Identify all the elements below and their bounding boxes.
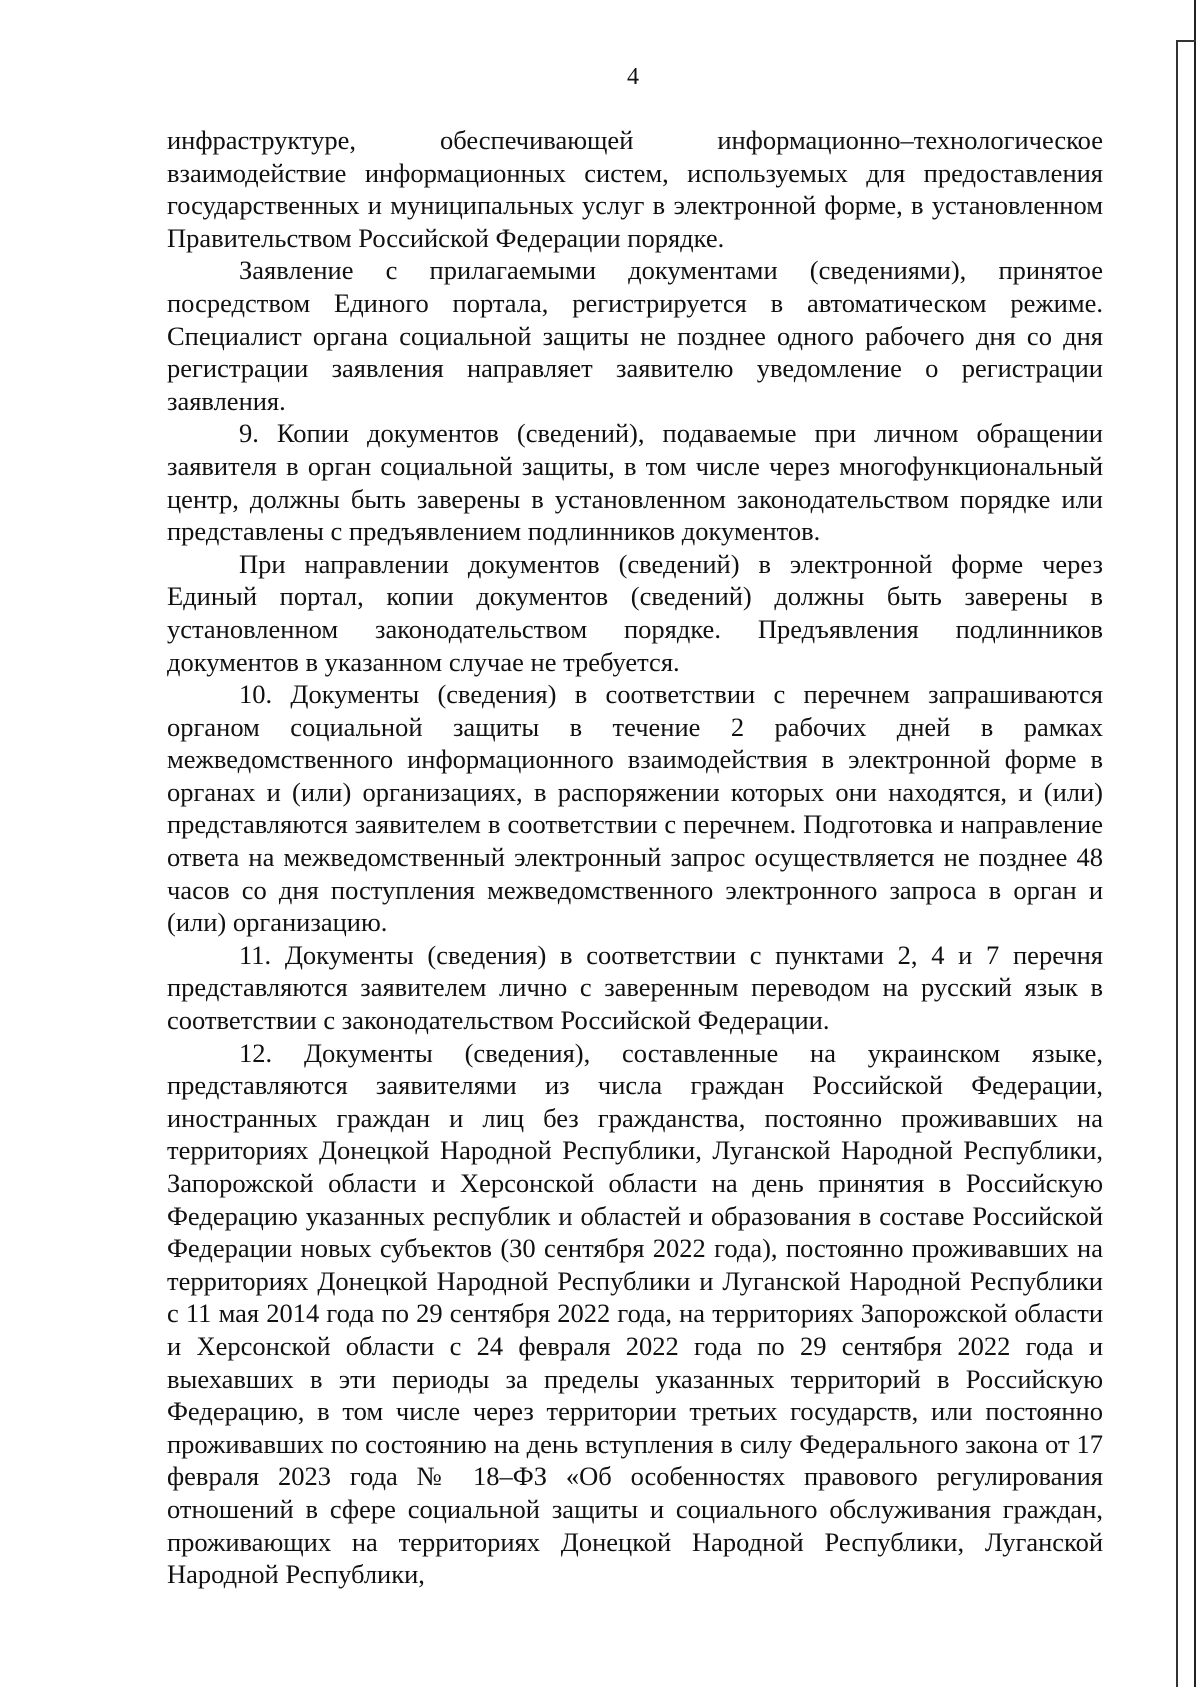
paragraph-item-9: 9. Копии документов (сведений), подаваемые при личном обращении заявителя в орган социальной защиты, в том числе через многофункциональный центр, должны быть заверены в установленном законодательством порядке или представлены с предъявлением подлинников документов.: [167, 418, 1103, 547]
paragraph-item-10: 10. Документы (сведения) в соответствии с перечнем запрашиваются органом социальной защиты в течение 2 рабочих дней в рамках межведомственного информационного взаимодействия в электронной форме в органах и (или) организациях, в распоряжении которых они находятся, и (или) представляются заявителем в соответствии с перечнем. Подготовка и направление ответа на межведомственный электронный запрос осуществляется не позднее 48 часов со дня поступления межведомственного электронного запроса в орган и (или) организацию.: [167, 679, 1103, 938]
paragraph-item-12: 12. Документы (сведения), составленные на украинском языке, представляются заявителями из числа граждан Российской Федерации, иностранных граждан и лиц без гражданства, постоянно проживавших на территориях Донецкой Народной Республики, Луганской Народной Республики, Запорожской области и Херсонской области на день принятия в Российскую Федерацию указанных республик и областей и образования в составе Российской Федерации новых субъектов (30 сентября 2022 года), постоянно проживавших на территориях Донецкой Народной Республики и Луганской Народной Республики с 11 мая 2014 года по 29 сентября 2022 года, на территориях Запорожской области и Херсонской области с 24 февраля 2022 года по 29 сентября 2022 года и выехавших в эти периоды за пределы указанных территорий в Российскую Федерацию, в том числе через территории третьих государств, или постоянно проживавших по состоянию на день вступления в силу Федерального закона от 17 февраля 2023 года № 18–ФЗ «Об особенностях правового регулирования отношений в сфере социальной защиты и социального обслуживания граждан, проживающих на территориях Донецкой Народной Республики, Луганской Народной Республики,: [167, 1037, 1103, 1590]
paragraph-application-registration: Заявление с прилагаемыми документами (сведениями), принятое посредством Единого портала, регистрируется в автоматическом режиме. Специалист органа социальной защиты не позднее одного рабочего дня со дня регистрации заявления направляет заявителю уведомление о регистрации заявления.: [167, 255, 1103, 416]
page-number: 4: [627, 64, 639, 90]
paragraph-item-11: 11. Документы (сведения) в соответствии с пунктами 2, 4 и 7 перечня представляются заявителем лично с заверенным переводом на русский язык в соответствии с законодательством Российской Федерации.: [167, 939, 1103, 1036]
scan-edge-line: [1194, 0, 1196, 1687]
paragraph-continuation: инфраструктуре, обеспечивающей информационно–технологическое взаимодействие информационных систем, используемых для предоставления государственных и муниципальных услуг в электронной форме, в установленном Правительством Российской Федерации порядке.: [167, 125, 1103, 253]
scan-edge-inner-line: [1176, 40, 1178, 1687]
document-body: [167, 124, 1103, 1591]
paragraph-electronic-submission: При направлении документов (сведений) в электронной форме через Единый портал, копии документов (сведений) должны быть заверены в установленном законодательством порядке. Предъявления подлинников документов в указанном случае не требуется.: [167, 548, 1103, 677]
scan-edge-tick: [1176, 40, 1196, 42]
